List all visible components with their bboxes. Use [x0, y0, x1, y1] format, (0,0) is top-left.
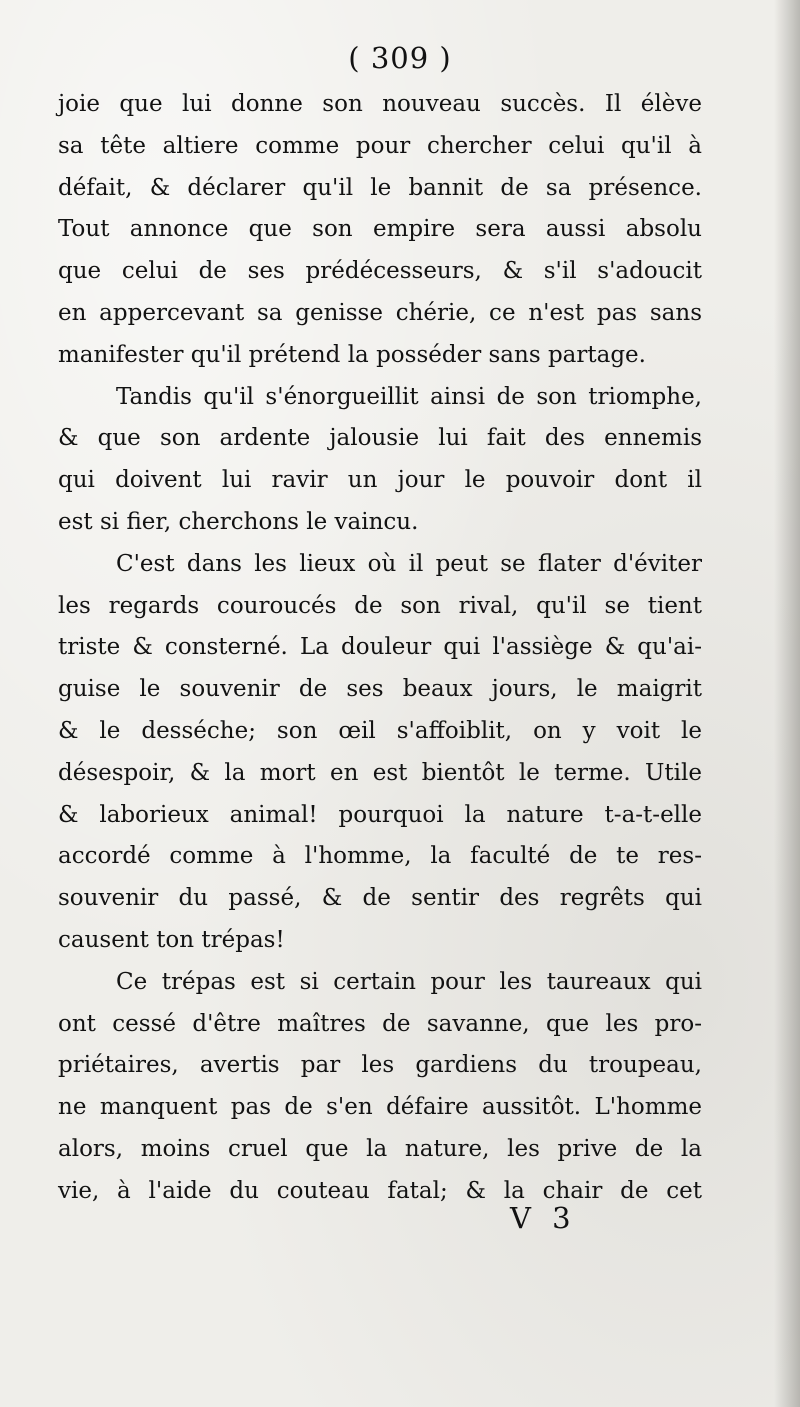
text-line: en appercevant sa genisse chérie, ce n'est pas sans — [58, 299, 702, 326]
paragraph-1 — [58, 84, 702, 377]
signature-mark: V 3 — [510, 1201, 577, 1235]
text-line: alors, moins cruel que la nature, les prive de la — [58, 1135, 702, 1162]
page-number: ( 309 ) — [348, 41, 452, 75]
page-edge-shadow — [774, 0, 800, 1407]
text-line: vie, à l'aide du couteau fatal; & la chair de cet — [58, 1177, 702, 1204]
text-line: causent ton trépas! — [58, 926, 285, 953]
text-line: qui doivent lui ravir un jour le pouvoir dont il — [58, 467, 702, 494]
text-line: & le desséche; son œil s'affoiblit, on y voit le — [58, 717, 702, 744]
text-line: souvenir du passé, & de sentir des regrêts qui — [58, 885, 702, 912]
text-line: que celui de ses prédécesseurs, & s'il s'adoucit — [58, 258, 702, 285]
text-line: désespoir, & la mort en est bientôt le terme. Utile — [58, 759, 702, 786]
text-line: Tandis qu'il s'énorgueillit ainsi de son triomphe, — [116, 383, 702, 410]
paragraph-4 — [58, 962, 702, 1213]
text-line: ont cessé d'être maîtres de savanne, que les pro- — [58, 1010, 702, 1037]
text-line: joie que lui donne son nouveau succès. Il élève — [58, 91, 702, 117]
text-line: défait, & déclarer qu'il le bannit de sa présence. — [58, 174, 702, 201]
text-line: ne manquent pas de s'en défaire aussitôt. L'homme — [58, 1094, 702, 1121]
paragraph-3 — [58, 544, 702, 962]
text-line: manifester qu'il prétend la posséder sans partage. — [58, 341, 646, 368]
text-line: triste & consterné. La douleur qui l'assiège & qu'ai- — [58, 634, 702, 661]
text-line: & que son ardente jalousie lui fait des ennemis — [58, 425, 702, 452]
text-line: priétaires, avertis par les gardiens du troupeau, — [58, 1052, 702, 1079]
body-text — [58, 84, 702, 1213]
text-line: est si fier, cherchons le vaincu. — [58, 508, 419, 535]
text-line: & laborieux animal! pourquoi la nature t-a-t-elle — [58, 801, 702, 828]
text-line: Ce trépas est si certain pour les taureaux qui — [116, 968, 702, 995]
text-line: accordé comme à l'homme, la faculté de te res- — [58, 843, 702, 870]
text-line: Tout annonce que son empire sera aussi absolu — [58, 216, 702, 243]
text-line: C'est dans les lieux où il peut se flater d'éviter — [116, 550, 702, 577]
paragraph-2 — [58, 377, 702, 544]
text-line: guise le souvenir de ses beaux jours, le maigrit — [58, 676, 702, 703]
text-line: sa tête altiere comme pour chercher celui qu'il à — [58, 132, 702, 159]
text-line: les regards couroucés de son rival, qu'il se tient — [58, 592, 702, 619]
